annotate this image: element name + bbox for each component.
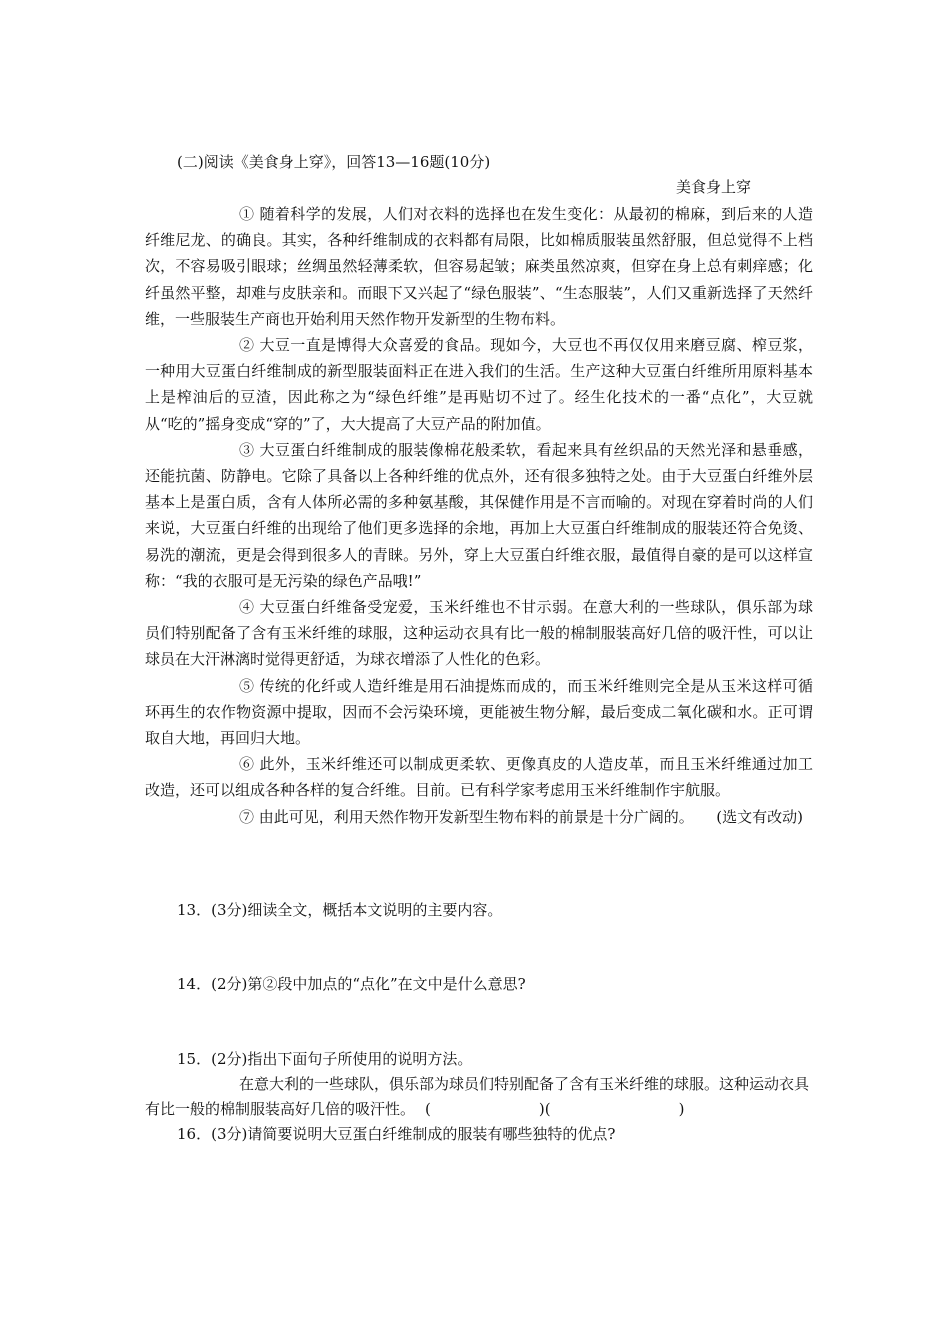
- answer-blank-close: ): [678, 1100, 685, 1118]
- question-14: 14．(2分)第②段中加点的“点化”在文中是什么意思?: [177, 975, 526, 993]
- paragraph-6: ⑥ 此外，玉米纤维还可以制成更柔软、更像真皮的人造皮革，而且玉米纤维通过加工改造，还可以组成各种各样的复合纤维。目前。已有科学家考虑用玉米纤维制作宇航服。: [145, 755, 813, 800]
- paragraph-2: ② 大豆一直是博得大众喜爱的食品。现如今，大豆也不再仅仅用来磨豆腐、榨豆浆，一种用大豆蛋白纤维制成的新型服装面料正在进入我们的生活。生产这种大豆蛋白纤维所用原料基本上是榨油后的豆渣，因此称之为“绿色纤维”是再贴切不过了。经生化技术的一番“点化”，大豆就从“吃的”摇身变成“穿的”了，大大提高了大豆产品的附加值。: [145, 336, 813, 433]
- article-body: [145, 201, 813, 830]
- section-heading: (二)阅读《美食身上穿》，回答13—16题(10分): [177, 153, 491, 171]
- question-15: 15．(2分)指出下面句子所使用的说明方法。: [177, 1050, 473, 1068]
- paragraph-7: ⑦ 由此可见，利用天然作物开发新型生物布料的前景是十分广阔的。 (选文有改动): [239, 807, 803, 826]
- question-16: 16．(3分)请简要说明大豆蛋白纤维制成的服装有哪些独特的优点?: [177, 1125, 616, 1143]
- question-15-quote: 在意大利的一些球队，俱乐部为球员们特别配备了含有玉米纤维的球服。这种运动衣具有比一般的棉制服装高好几倍的吸汗性。: [145, 1075, 810, 1118]
- paragraph-1: ① 随着科学的发展，人们对衣料的选择也在发生变化：从最初的棉麻，到后来的人造纤维尼龙、的确良。其实，各种纤维制成的衣料都有局限，比如棉质服装虽然舒服，但总觉得不上档次，不容易吸引眼球；丝绸虽然轻薄柔软，但容易起皱；麻类虽然凉爽，但穿在身上总有刺痒感；化纤虽然平整，却难与皮肤亲和。而眼下又兴起了“绿色服装”、“生态服装”，人们又重新选择了天然纤维，一些服装生产商也开始利用天然作物开发新型的生物布料。: [145, 205, 813, 328]
- article-title: 美食身上穿: [676, 178, 752, 196]
- paragraph-5: ⑤ 传统的化纤或人造纤维是用石油提炼而成的，而玉米纤维则完全是从玉米这样可循环再生的农作物资源中提取，因而不会污染环境，更能被生物分解，最后变成二氧化碳和水。正可谓取自大地，再回归大地。: [145, 676, 813, 748]
- answer-blank-mid: )(: [538, 1100, 551, 1118]
- question-13: 13．(3分)细读全文，概括本文说明的主要内容。: [177, 901, 503, 919]
- answer-blank-open: (: [425, 1100, 431, 1118]
- paragraph-4: ④ 大豆蛋白纤维备受宠爱，玉米纤维也不甘示弱。在意大利的一些球队，俱乐部为球员们特别配备了含有玉米纤维的球服，这种运动衣具有比一般的棉制服装高好几倍的吸汗性，可以让球员在大汗淋漓时觉得更舒适，为球衣增添了人性化的色彩。: [145, 598, 813, 669]
- paragraph-3: ③ 大豆蛋白纤维制成的服装像棉花般柔软，看起来具有丝织品的天然光泽和悬垂感，还能抗菌、防静电。它除了具备以上各种纤维的优点外，还有很多独特之处。由于大豆蛋白纤维外层基本上是蛋白质，含有人体所必需的多种氨基酸，其保健作用是不言而喻的。对现在穿着时尚的人们来说，大豆蛋白纤维的出现给了他们更多选择的余地，再加上大豆蛋白纤维制成的服装还符合免烫、易洗的潮流，更是会得到很多人的青睐。另外，穿上大豆蛋白纤维衣服，最值得自豪的是可以这样宣称：“我的衣服可是无污染的绿色产品哦!”: [145, 440, 813, 590]
- question-15-sentence: [145, 1072, 813, 1122]
